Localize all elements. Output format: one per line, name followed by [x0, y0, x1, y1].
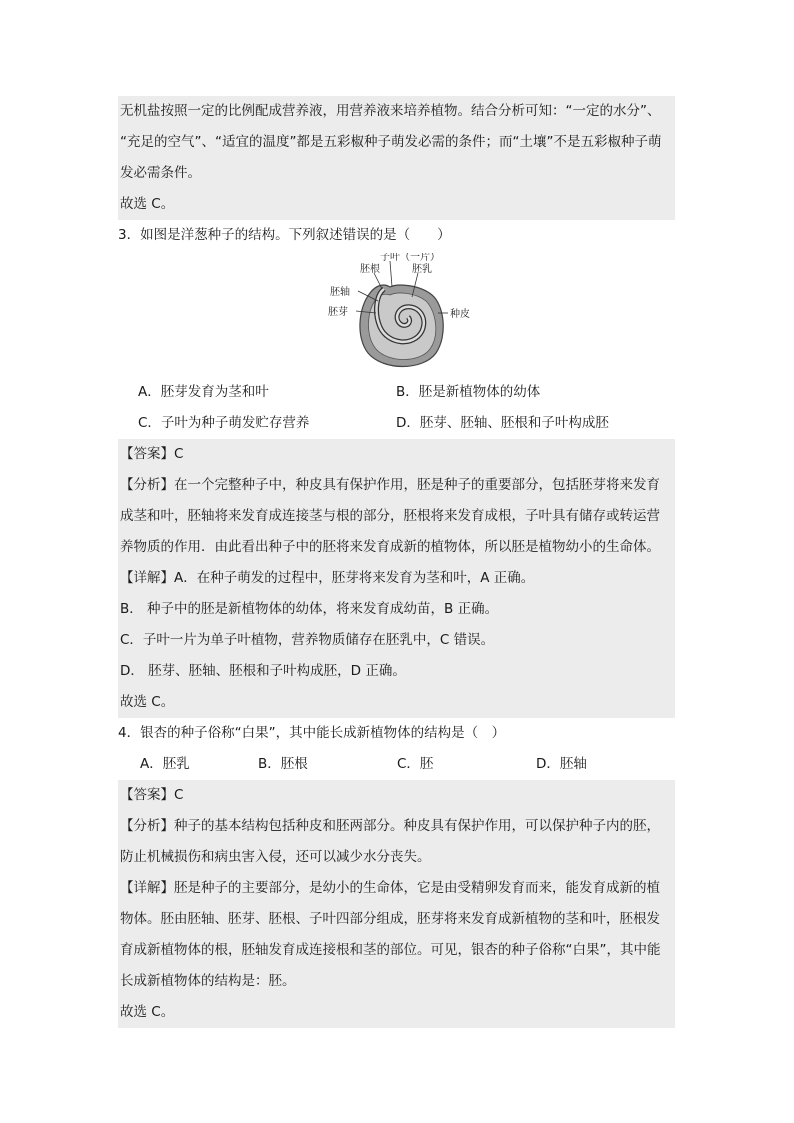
onion-seed-figure	[118, 251, 675, 377]
q4-answer: 【答案】C	[120, 787, 184, 803]
q4-conclusion: 故选 C。	[120, 1004, 175, 1020]
q4-detail-line: 【详解】胚是种子的主要部分，是幼小的生命体，它是由受精卵发育而来，能发育成新的植	[120, 880, 660, 896]
q4-option-c[interactable]: C．胚	[397, 756, 434, 772]
q4-option-a[interactable]: A．胚乳	[140, 756, 190, 772]
q3-analysis-line: 养物质的作用．由此看出种子中的胚将来发育成新的植物体，所以胚是植物幼小的生命体。	[120, 539, 660, 555]
q3-option-d[interactable]: D．胚芽、胚轴、胚根和子叶构成胚	[396, 415, 609, 431]
q4-stem: 4．银杏的种子俗称“白果”，其中能长成新植物体的结构是（ ）	[118, 725, 506, 741]
q3-detail-line: C．子叶一片为单子叶植物，营养物质储存在胚乳中，C 错误。	[120, 632, 495, 648]
onion-seed-diagram	[328, 253, 478, 375]
document-page	[118, 96, 675, 1028]
label-endosperm: 胚乳	[412, 264, 432, 275]
label-plumule: 胚芽	[328, 307, 348, 318]
prev-analysis-line: 无机盐按照一定的比例配成营养液，用营养液来培养植物。结合分析可知：“一定的水分”、	[120, 103, 661, 119]
q3-options-row-1	[118, 377, 675, 408]
q4-detail-line: 育成新植物体的根，胚轴发育成连接根和茎的部位。可见，银杏的种子俗称“白果”，其中能	[120, 942, 661, 958]
q3-stem: 3．如图是洋葱种子的结构。下列叙述错误的是（ ）	[118, 227, 451, 243]
q3-conclusion: 故选 C。	[120, 694, 175, 710]
q3-options-row-2	[118, 408, 675, 439]
label-radicle: 胚根	[360, 264, 380, 275]
q3-option-c[interactable]: C．子叶为种子萌发贮存营养	[138, 415, 310, 431]
q4-option-d[interactable]: D．胚轴	[536, 756, 587, 772]
q3-answer: 【答案】C	[120, 446, 184, 462]
q3-detail-line: 【详解】A．在种子萌发的过程中，胚芽将来发育为茎和叶，A 正确。	[120, 570, 535, 586]
prev-analysis-line: “充足的空气”、“适宜的温度”都是五彩椒种子萌发必需的条件；而“土壤”不是五彩椒种子萌	[120, 134, 662, 150]
label-seed-coat: 种皮	[450, 309, 470, 320]
prev-analysis-block	[118, 96, 675, 220]
q4-analysis-line: 防止机械损伤和病虫害入侵，还可以减少水分丧失。	[120, 849, 431, 865]
q4-detail-line: 长成新植物体的结构是：胚。	[120, 973, 296, 989]
q4-options-row	[118, 749, 675, 780]
q3-analysis-line: 成茎和叶，胚轴将来发育成连接茎与根的部分，胚根将来发育成根，子叶具有储存或转运营	[120, 508, 660, 524]
q4-detail-line: 物体。胚由胚轴、胚芽、胚根、子叶四部分组成，胚芽将来发育成新植物的茎和叶，胚根发	[120, 911, 660, 927]
q3-option-b[interactable]: B．胚是新植物体的幼体	[396, 384, 541, 400]
q3-detail-line: D． 胚芽、胚轴、胚根和子叶构成胚，D 正确。	[120, 663, 406, 679]
q3-option-a[interactable]: A．胚芽发育为茎和叶	[138, 384, 269, 400]
q3-detail-line: B． 种子中的胚是新植物体的幼体，将来发育成幼苗，B 正确。	[120, 601, 499, 617]
q3-analysis-line: 【分析】在一个完整种子中，种皮具有保护作用，胚是种子的重要部分，包括胚芽将来发育	[120, 477, 660, 493]
q4-analysis-line: 【分析】种子的基本结构包括种皮和胚两部分。种皮具有保护作用，可以保护种子内的胚，	[120, 818, 660, 834]
q4-option-b[interactable]: B．胚根	[258, 756, 308, 772]
prev-analysis-line: 发必需条件。	[120, 165, 201, 181]
q4-solution-block	[118, 780, 675, 1028]
prev-conclusion: 故选 C。	[120, 196, 175, 212]
q3-solution-block	[118, 439, 675, 718]
label-hypocotyl: 胚轴	[330, 287, 350, 298]
label-cotyledon: 子叶（一片）	[380, 253, 440, 263]
